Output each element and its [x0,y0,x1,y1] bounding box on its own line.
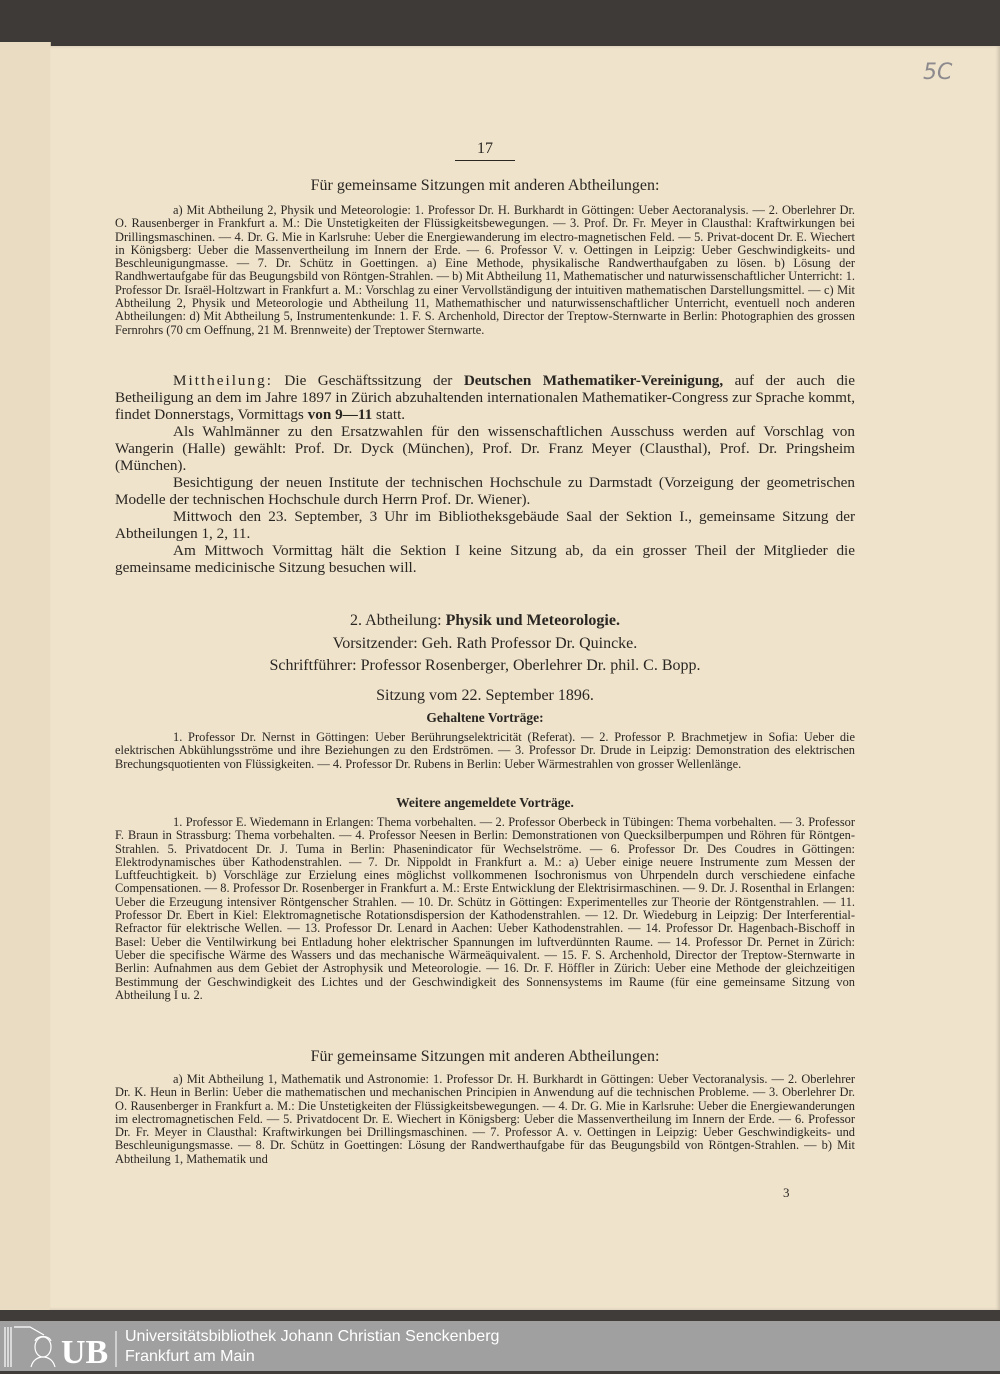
held-talks-paragraph: 1. Professor Dr. Nernst in Göttingen: Ueber Berührungselektricität (Referat). — 2. Professor P. Brachmetjew in Sofia: Ueber die elektrischen Abkühlungsströme und ihre Beziehungen zu den Erdströmen. — 3. Professor Dr. Drude in Leipzig: Demonstration des elektrischen Brechungsquotienten von Flüssigkeiten. — 4. Professor Dr. Rubens in Berlin: Ueber Wärmestrahlen von grosser Wellenlänge. [115,730,855,771]
signature-mark: 3 [783,1185,790,1200]
library-footer [0,1321,1000,1371]
notice-mittheilung [115,372,855,423]
section2-title-number: 2. Abtheilung: [350,612,446,629]
handwritten-mark: 5C [923,60,953,85]
viewer-top-band [0,0,1000,46]
mittheilung-time: von 9—11 [307,406,373,423]
further-talks-heading: Weitere angemeldete Vorträge. [396,795,574,810]
notice-mittwoch: Mittwoch den 23. September, 3 Uhr im Bibliotheksgebäude Saal der Sektion I., gemeinsame Sitzung der Abtheilungen 1, 2, 11. [115,508,855,542]
further-talks-paragraph: 1. Professor E. Wiedemann in Erlangen: Thema vorbehalten. — 2. Professor Oberbeck in Tübingen: Thema vorbehalten. — 3. Professor F. Braun in Strassburg: Thema vorbehalten. — 4. Professor Neesen in Berlin: Demonstrationen von Quecksilberpumpen und Röhren für Röntgen-Strahlen. 5. Privatdocent Dr. J. Tuma in Berlin: Phasenindicator für Wechselströme. — 6. Professor Dr. Des Coudres in Göttingen: Elektrodynamisches über Kathodenstrahlen. — 7. Dr. Nippoldt in Frankfurt a. M.: a) Ueber einige neuere Instrumente zum Messen der Luftfeuchtigkeit. b) Vorschläge zur Erzielung eines möglichst vollkommenen Isochronismus von Uhrpendeln durch verschiedene einfache Compensationen. — 8. Professor Dr. Rosenberger in Frankfurt a. M.: Erste Entwicklung der Elektrisirmaschinen. — 9. Dr. J. Rosenthal in Erlangen: Ueber die Erzeugung intensiver Röntgenscher Strahlen. — 10. Dr. Schütz in Göttingen: Experimentelles zur Theorie der Röntgenstrahlen. — 11. Professor Dr. Ebert in Kiel: Elektromagnetische Rotationsdispersion der Kathodenstrahlen. — 12. Dr. Wiedeburg in Leipzig: Der Interferential-Refractor für elektrische Wellen. — 13. Professor Dr. Lenard in Aachen: Ueber Kathodenstrahlen. — 14. Professor Dr. Hagenbach-Bischoff in Basel: Ueber die Ventilwirkung bei Entladung hoher elektrischer Spannungen im luftverdünnten Raume. — 14. Professor Dr. Pernet in Zürich: Ueber die specifische Wärme des Wassers und das mechanische Wärmeäquivalent. — 15. F. S. Archenhold, Director der Treptow-Sternwarte in Berlin: Aufnahmen aus dem Gebiet der Astrophysik und Meteorologie. — 16. Dr. F. Höffler in Zürich: Ueber eine Methode der gleichzeitigen Bestimmung der Geschwindigkeit des Lichtes und der Geschwindigkeit des Sonnensystems im Raume (für eine gemeinsame Sitzung von Abtheilung I u. 2. [115,815,855,1002]
section1-heading: Für gemeinsame Sitzungen mit anderen Abtheilungen: [310,177,660,194]
ub-logo [3,1325,118,1369]
notice-am-mittwoch: Am Mittwoch Vormittag hält die Sektion I keine Sitzung ab, da ein grosser Theil der Mitglieder die gemeinsame medicinische Sitzung besuchen will. [115,542,855,576]
adjacent-page-edge [0,42,51,1310]
mittheilung-text-b: auf der auch die Betheiligung an dem im Jahre 1897 in Zürich abzuhaltenden internationalen Mathematiker-Congress zur Sprache kommt, findet Donnerstags, Vormittags [115,372,856,423]
svg-text:UB: UB [61,1334,109,1369]
section2-session: Sitzung vom 22. September 1896. [376,687,594,704]
library-name-line1: Universitätsbibliothek Johann Christian Senckenberg [125,1328,500,1345]
section1-paragraph: a) Mit Abtheilung 2, Physik und Meteorologie: 1. Professor Dr. H. Burkhardt in Göttingen: Ueber Aectoranalysis. — 2. Oberlehrer Dr. O. Rausenberger in Frankfurt a. M.: Die Unstetigkeiten der Flüssigkeitsbewegungen. — 3. Prof. Dr. Fr. Meyer in Clausthal: Kraftwirkungen bei Drillingsmaschinen. — 4. Dr. G. Mie in Karlsruhe: Ueber die Energiewanderung im electro-magnetischen Feld. — 5. Privat-docent Dr. E. Wiechert in Königsberg: Ueber die Massenvertheilung im Innern der Erde. — 6. Professor V. v. Oettingen in Leipzig: Ueber Geschwindigkeits- und Beschleunigungmasse. — 7. Dr. Schütz in Goettingen. a) Eine Methode, physikalische Randwerthaufgaben zu lösen. b) Lösung der Randhwertaufgabe für das Beugungsbild von Röntgen-Strahlen. — b) Mit Abtheilung 11, Mathematischer und naturwissenschaftlicher Unterricht: 1. Professor Dr. Israël-Holtzwart in Frankfurt a. M.: Vorschlag zu einer Vervollständigung der intuitiven mathematischen Darstellungsmittel. — c) Mit Abtheilung 2, Physik und Meteorologie und Abtheilung 11, Mathemathischer und naturwissenschaftlicher Unterricht, eventuell noch anderen Abtheilungen: d) Mit Abtheilung 5, Instrumentenkunde: 1. F. S. Archenhold, Director der Treptow-Sternwarte in Berlin: Photographien des grossen Fernrohrs (70 cm Oeffnung, 21 M. Brennweite) der Treptower Sternwarte. [115,203,855,337]
joint-sessions-paragraph: a) Mit Abtheilung 1, Mathematik und Astronomie: 1. Professor Dr. H. Burkhardt in Göttingen: Ueber Vectoranalysis. — 2. Oberlehrer Dr. K. Heun in Berlin: Ueber die mathematischen und mechanischen Principien in Anwendung auf die technischen Probleme. — 3. Oberlehrer Dr. O. Rausenberger in Frankfurt a. M.: Die Unstetigkeiten der Flüssigkeitsbewegungen. — 4. Dr. G. Mie in Karlsruhe: Ueber die Energiewanderungen im electromagnetischen Feld. — 5. Privatdocent Dr. E. Wiechert in Königsberg: Ueber die Massenvertheilung im Innern der Erde. — 6. Professor Dr. Fr. Meyer in Clausthal: Kraftwirkungen bei Drillingsmaschinen. — 7. Professor A. v. Oettingen in Leipzig: Ueber Geschwindigkeits- und Beschleunigungsmasse. — 8. Dr. Schütz in Goettingen: Lösung der Randwerthaufgabe für das Beugungsbild von Röntgen-Strahlen. — b) Mit Abtheilung 1, Mathematik und [115,1072,855,1166]
library-name [125,1327,499,1367]
mittheilung-label: Mittheilung: [173,372,273,389]
notice-besichtigung: Besichtigung der neuen Institute der technischen Hochschule zu Darmstadt (Vorzeigung der geometrischen Modelle der technischen Hochschule durch Herrn Prof. Dr. Wiener). [115,474,855,508]
section2-chair: Vorsitzender: Geh. Rath Professor Dr. Quincke. [332,635,638,652]
held-talks-heading: Gehaltene Vorträge: [426,710,544,725]
section2-title [115,612,855,630]
section2-title-bold: Physik und Meteorologie. [445,612,620,629]
page-number-rule [455,160,515,161]
library-name-line2: Frankfurt am Main [125,1348,255,1365]
mittheilung-text-a: Die Geschäftssitzung der [272,372,464,389]
senckenberg-portrait-icon [3,1325,118,1369]
mittheilung-bold: Deutschen Mathematiker-Vereinigung, [463,372,724,389]
notice-wahlmaenner: Als Wahlmänner zu den Ersatzwahlen für den wissenschaftlichen Ausschuss werden auf Vorschlag von Wangerin (Halle) gewählt: Prof. Dr. Dyck (München), Prof. Dr. Franz Meyer (Clausthal), Prof. Dr. Pringsheim (München). [115,423,855,474]
joint-sessions-heading: Für gemeinsame Sitzungen mit anderen Abtheilungen: [310,1048,660,1065]
notices [115,372,855,576]
mittheilung-text-c: statt. [372,406,406,423]
section2-secretary: Schriftführer: Professor Rosenberger, Oberlehrer Dr. phil. C. Bopp. [269,657,701,674]
page-number: 17 [477,140,493,157]
